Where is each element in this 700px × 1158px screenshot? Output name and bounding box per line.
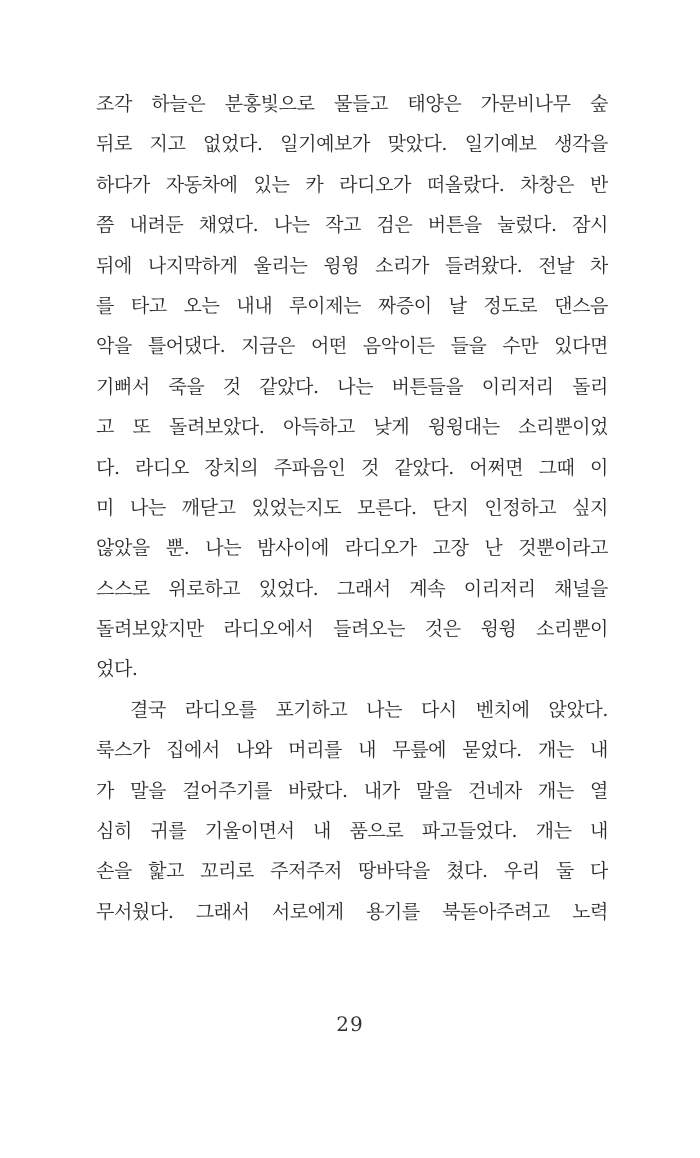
text-line: 손을 핥고 꼬리로 주저주저 땅바닥을 쳤다. 우리 둘 다 (96, 860, 608, 883)
text-line: 심히 귀를 기울이면서 내 품으로 파고들었다. 개는 내 (96, 820, 608, 843)
text-line: 돌려보았지만 라디오에서 들려오는 것은 윙윙 소리뿐이 (96, 618, 608, 641)
text-line: 무서웠다. 그래서 서로에게 용기를 북돋아주려고 노력 (96, 900, 608, 923)
body-text (96, 84, 608, 932)
text-line: 가 말을 걸어주기를 바랐다. 내가 말을 건네자 개는 열 (96, 779, 608, 802)
text-line: 스스로 위로하고 있었다. 그래서 계속 이리저리 채널을 (96, 577, 608, 600)
text-line: 다. 라디오 장치의 주파음인 것 같았다. 어쩌면 그때 이 (96, 456, 608, 479)
text-line-paragraph-end: 었다. (96, 658, 138, 681)
text-line: 않았을 뿐. 나는 밤사이에 라디오가 고장 난 것뿐이라고 (96, 537, 608, 560)
text-line: 미 나는 깨닫고 있었는지도 모른다. 단지 인정하고 싶지 (96, 496, 608, 519)
text-line: 쯤 내려둔 채였다. 나는 작고 검은 버튼을 눌렀다. 잠시 (96, 214, 608, 237)
text-line: 뒤로 지고 없었다. 일기예보가 맞았다. 일기예보 생각을 (96, 133, 608, 156)
text-line: 악을 틀어댔다. 지금은 어떤 음악이든 들을 수만 있다면 (96, 335, 608, 358)
text-line: 룩스가 집에서 나와 머리를 내 무릎에 묻었다. 개는 내 (96, 739, 608, 762)
text-line: 를 타고 오는 내내 루이제는 짜증이 날 정도로 댄스음 (96, 294, 608, 317)
text-line-paragraph-start: 결국 라디오를 포기하고 나는 다시 벤치에 앉았다. (130, 698, 608, 721)
text-line: 하다가 자동차에 있는 카 라디오가 떠올랐다. 차창은 반 (96, 173, 608, 196)
text-line: 고 또 돌려보았다. 아득하고 낮게 윙윙대는 소리뿐이었 (96, 416, 608, 439)
text-line: 뒤에 나지막하게 울리는 윙윙 소리가 들려왔다. 전날 차 (96, 254, 608, 277)
page-number: 29 (336, 1012, 364, 1036)
text-line: 조각 하늘은 분홍빛으로 물들고 태양은 가문비나무 숲 (96, 93, 608, 115)
text-line: 기뻐서 죽을 것 같았다. 나는 버튼들을 이리저리 돌리 (96, 375, 608, 398)
